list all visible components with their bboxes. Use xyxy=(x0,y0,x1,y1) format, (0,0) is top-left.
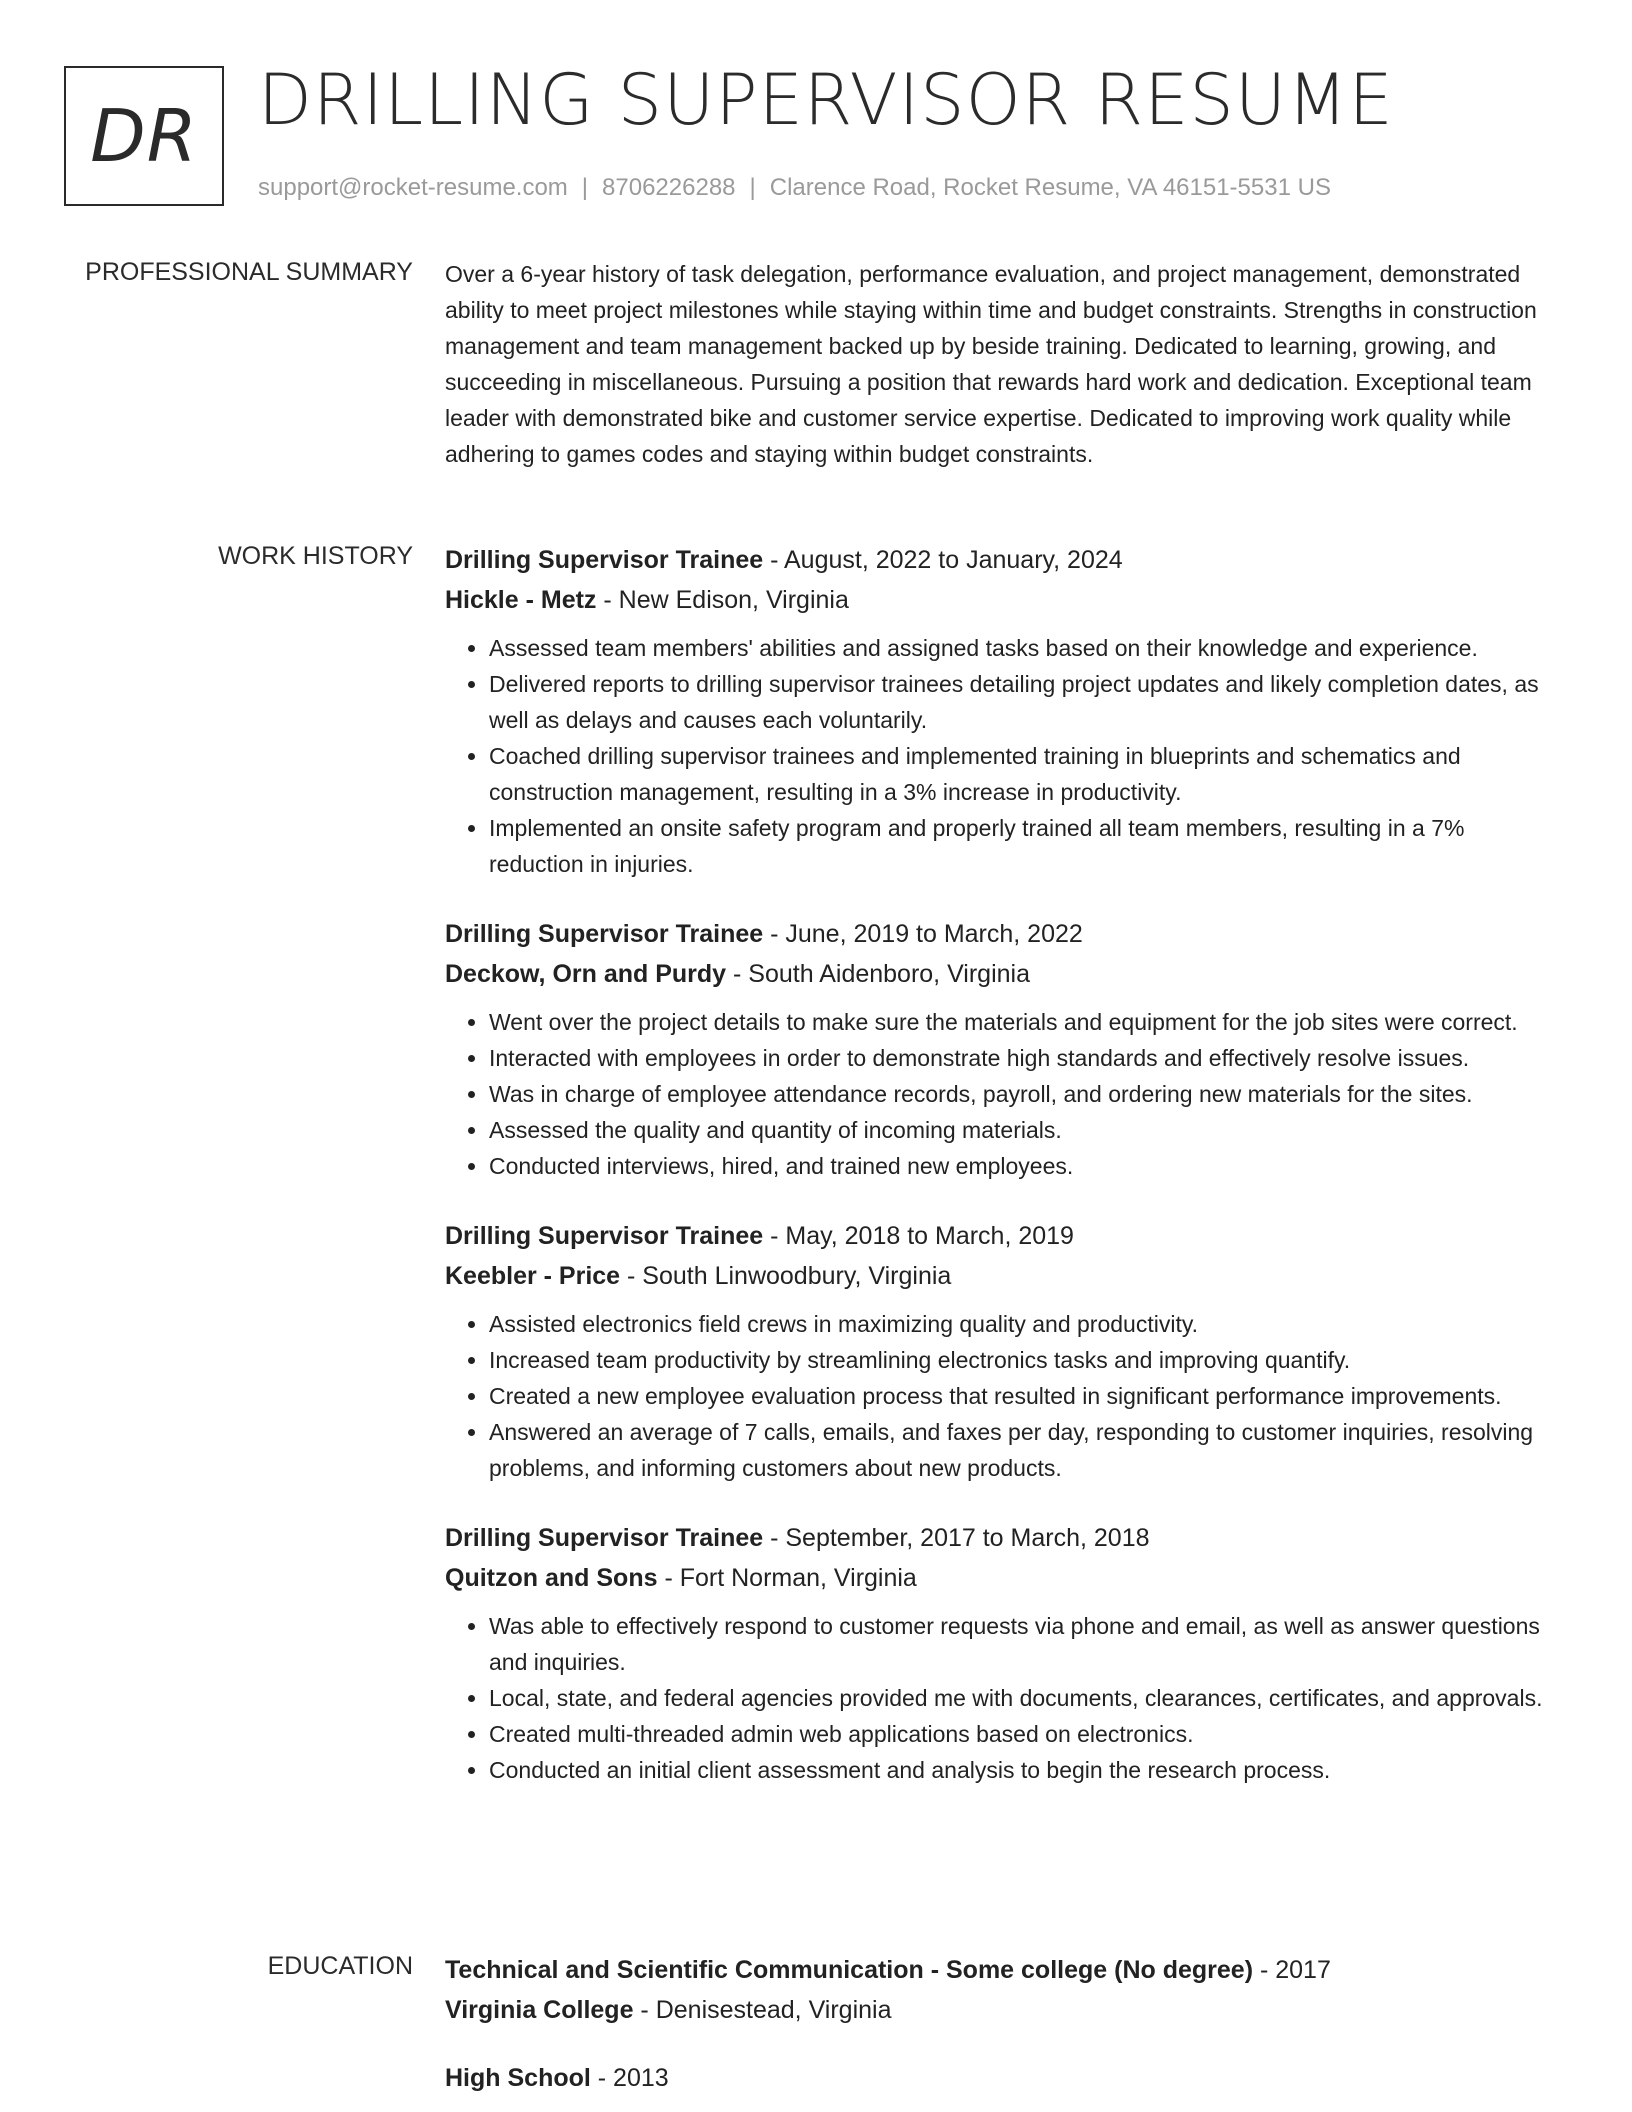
job-title-line xyxy=(445,1216,1555,1256)
job-entry xyxy=(445,540,1555,882)
job-location: - South Aidenboro, Virginia xyxy=(726,960,1030,988)
job-location: - Fort Norman, Virginia xyxy=(657,1564,917,1592)
summary-body xyxy=(445,256,1555,472)
job-bullets xyxy=(445,630,1555,882)
education-body xyxy=(445,1950,1555,2098)
job-company-line xyxy=(445,580,1555,620)
contact-separator: | xyxy=(581,174,589,201)
job-bullets xyxy=(445,1306,1555,1486)
job-company-line xyxy=(445,1558,1555,1598)
job-bullet: • Conducted interviews, hired, and trained new employees. xyxy=(489,1148,1555,1184)
job-bullet: • Interacted with employees in order to demonstrate high standards and effectively resolve issues. xyxy=(489,1040,1555,1076)
job-bullet: • Increased team productivity by streamlining electronics tasks and improving quantify. xyxy=(489,1342,1555,1378)
education-degree-line xyxy=(445,1950,1555,1990)
summary-label: PROFESSIONAL SUMMARY xyxy=(85,258,413,286)
job-title: Drilling Supervisor Trainee xyxy=(445,1524,764,1552)
education-degree: High School xyxy=(445,2064,591,2092)
job-entry xyxy=(445,1216,1555,1486)
job-bullet: • Was in charge of employee attendance records, payroll, and ordering new materials for the sites. xyxy=(489,1076,1555,1112)
job-title: Drilling Supervisor Trainee xyxy=(445,1222,764,1250)
education-school: Virginia College xyxy=(445,1996,634,2024)
job-bullet: • Coached drilling supervisor trainees and implemented training in blueprints and schematics and construction management, resulting in a 3% increase in productivity. xyxy=(489,738,1555,810)
job-bullet: • Answered an average of 7 calls, emails, and faxes per day, responding to customer inquiries, resolving problems, and informing customers about new products. xyxy=(489,1414,1555,1486)
job-bullet: • Was able to effectively respond to customer requests via phone and email, as well as answer questions and inquiries. xyxy=(489,1608,1555,1680)
contact-separator: | xyxy=(749,174,756,201)
job-company: Keebler - Price xyxy=(445,1262,621,1290)
monogram-initials: DR xyxy=(90,94,198,178)
job-bullet: • Implemented an onsite safety program and properly trained all team members, resulting in a 7% reduction in injuries. xyxy=(489,810,1555,882)
contact-phone: 8706226288 xyxy=(602,174,736,201)
job-dates: - May, 2018 to March, 2019 xyxy=(763,1222,1074,1250)
education-year: - 2017 xyxy=(1253,1956,1331,1984)
work-history-label: WORK HISTORY xyxy=(218,542,413,570)
job-location: - South Linwoodbury, Virginia xyxy=(620,1262,952,1290)
resume-header xyxy=(0,0,1632,230)
education-label: EDUCATION xyxy=(267,1952,413,1980)
job-entry xyxy=(445,914,1555,1184)
job-company-line xyxy=(445,954,1555,994)
contact-line xyxy=(258,174,1331,202)
job-title-line xyxy=(445,540,1555,580)
job-bullet: • Went over the project details to make sure the materials and equipment for the job sites were correct. xyxy=(489,1004,1555,1040)
education-school-line xyxy=(445,1990,1555,2030)
monogram-box xyxy=(64,66,224,206)
job-bullets xyxy=(445,1004,1555,1184)
work-history-body xyxy=(445,540,1555,1788)
job-dates: - September, 2017 to March, 2018 xyxy=(763,1524,1150,1552)
job-bullet: • Delivered reports to drilling supervisor trainees detailing project updates and likely completion dates, as well as delays and causes each voluntarily. xyxy=(489,666,1555,738)
job-dates: - August, 2022 to January, 2024 xyxy=(763,546,1123,574)
job-bullets xyxy=(445,1608,1555,1788)
job-dates: - June, 2019 to March, 2022 xyxy=(763,920,1083,948)
job-bullet: • Created a new employee evaluation process that resulted in significant performance improvements. xyxy=(489,1378,1555,1414)
job-bullet: • Assessed team members' abilities and assigned tasks based on their knowledge and experience. xyxy=(489,630,1555,666)
education-year: - 2013 xyxy=(590,2064,669,2092)
job-title-line xyxy=(445,914,1555,954)
job-company: Quitzon and Sons xyxy=(445,1564,658,1592)
job-company: Hickle - Metz xyxy=(445,586,597,614)
education-degree-line xyxy=(445,2058,1555,2098)
page-title: DRILLING SUPERVISOR RESUME xyxy=(258,59,1394,141)
job-entry xyxy=(445,1518,1555,1788)
contact-address: Clarence Road, Rocket Resume, VA 46151-5531 US xyxy=(769,174,1331,201)
job-company: Deckow, Orn and Purdy xyxy=(445,960,727,988)
education-location: - Denisestead, Virginia xyxy=(633,1996,892,2024)
education-entry xyxy=(445,1950,1555,2030)
contact-email: support@rocket-resume.com xyxy=(258,174,568,201)
education-degree: Technical and Scientific Communication - Some college (No degree) xyxy=(445,1956,1254,1984)
summary-text: Over a 6-year history of task delegation, performance evaluation, and project management, demonstrated ability to meet project milestones while staying within time and budget constraints. Strengths in construction management and team management backed up by beside training. Dedicated to learning, growing, and succeeding in miscellaneous. Pursuing a position that rewards hard work and dedication. Exceptional team leader with demonstrated bike and customer service expertise. Dedicated to improving work quality while adhering to games codes and staying within budget constraints. xyxy=(445,261,1537,467)
job-bullet: • Created multi-threaded admin web applications based on electronics. xyxy=(489,1716,1555,1752)
job-title-line xyxy=(445,1518,1555,1558)
job-company-line xyxy=(445,1256,1555,1296)
job-bullet: • Assessed the quality and quantity of incoming materials. xyxy=(489,1112,1555,1148)
job-title: Drilling Supervisor Trainee xyxy=(445,546,764,574)
job-bullet: • Conducted an initial client assessment and analysis to begin the research process. xyxy=(489,1752,1555,1788)
job-bullet: • Assisted electronics field crews in maximizing quality and productivity. xyxy=(489,1306,1555,1342)
job-bullet: • Local, state, and federal agencies provided me with documents, clearances, certificates, and approvals. xyxy=(489,1680,1555,1716)
education-entry xyxy=(445,2058,1555,2098)
job-location: - New Edison, Virginia xyxy=(596,586,849,614)
job-title: Drilling Supervisor Trainee xyxy=(445,920,764,948)
